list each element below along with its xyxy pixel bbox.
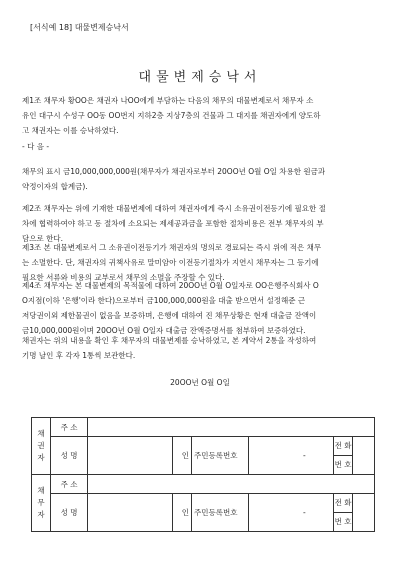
creditor-name-field[interactable] xyxy=(88,437,173,475)
closing-statement xyxy=(22,333,382,363)
da-eum-text: - 다 음 - xyxy=(22,142,50,151)
creditor-phone-label-2 xyxy=(334,456,353,475)
debtor-rrn-label: 주민등록번호 xyxy=(192,494,249,532)
debtor-rrn-field[interactable]: - xyxy=(249,494,334,532)
article-2-line: 제2조 채무자는 위에 기재한 대물변제에 대하여 채권자에게 즉시 소유권이전등기에 필요한 절 xyxy=(22,204,326,213)
phone-label-line: 전 화 xyxy=(334,441,352,450)
article-4-line: 제4조 채무자는 본 대물변제의 목적물에 대하여 20OO년 O월 O일자로 OO은행주식회사 O xyxy=(22,281,319,290)
debtor-name-label: 성 명 xyxy=(51,494,88,532)
article-4-line: 저당권이외 제한물권이 없음을 보증하며, 은행에 대하여 진 채무상황은 현재 대출금 잔액이 xyxy=(22,311,317,320)
debtor-phone-label-2 xyxy=(334,513,353,532)
article-3-line: 필요한 서류와 비용의 교부로서 채무의 소멸을 주장할 수 있다. xyxy=(22,273,225,282)
debtor-phone-label xyxy=(334,494,353,513)
debt-line: 채무의 표시 금10,000,000,000원(채무자가 채권자로부터 20OO년 O월 O일 차용한 원금과 xyxy=(22,167,326,176)
role-char: 권 xyxy=(37,441,45,450)
creditor-rrn-label: 주민등록번호 xyxy=(192,437,249,475)
role-char: 자 xyxy=(37,453,45,462)
role-char: 채 xyxy=(37,429,45,438)
closing-line: 기명 날인 후 각자 1통씩 보관한다. xyxy=(22,351,136,360)
creditor-address-label: 주 소 xyxy=(51,418,88,437)
phone-label-line: 전 화 xyxy=(334,498,352,507)
role-char: 자 xyxy=(37,510,45,519)
article-3-line: 는 소멸한다. 단, 채권자의 귀책사유로 말미암아 이전등기절차가 지연시 채무자는 그 등기에 xyxy=(22,258,319,267)
article-4 xyxy=(22,278,382,338)
creditor-seal-mark: 인 xyxy=(173,437,192,475)
article-4-line: O지점(이하 '은행'이라 한다)으로부터 금100,000,000원을 대출 받으면서 설정해준 근 xyxy=(22,296,306,305)
phone-label-line: 번 호 xyxy=(334,517,352,526)
article-1-line: 제1조 채무자 황OO은 채권자 나OO에게 부담하는 다음의 채무의 대물변제로서 채무자 소 xyxy=(22,96,314,105)
debtor-address-field[interactable] xyxy=(88,475,375,494)
article-4-line: 금10,000,000원이며 20OO년 O월 O일자 대출금 잔액증명서를 첨부하여 보증하였다. xyxy=(22,326,306,335)
article-1-line: 고 채권자는 이를 승낙하였다. xyxy=(22,126,119,135)
debtor-address-label: 주 소 xyxy=(51,475,88,494)
closing-line: 채권자는 위의 내용을 확인 후 채무자의 대물변제를 승낙하였고, 본 계약서 2통을 작성하여 xyxy=(22,336,317,345)
role-char: 채 xyxy=(37,486,45,495)
article-2-line: 담으로 한다. xyxy=(22,234,63,243)
debtor-seal-mark: 인 xyxy=(173,494,192,532)
contract-date: 20OO년 O월 O일 xyxy=(170,378,230,387)
creditor-address-field[interactable] xyxy=(88,418,375,437)
article-2-line: 차에 협력하여야 하고 동 절차에 소요되는 제세공과금을 포함한 절차비용은 전부 채무자의 부 xyxy=(22,219,324,228)
creditor-rrn-field[interactable]: - xyxy=(249,437,334,475)
debtor-phone-field[interactable] xyxy=(353,494,375,532)
debtor-name-field[interactable] xyxy=(88,494,173,532)
debt-line: 약정이자의 합계금). xyxy=(22,182,88,191)
da-eum-heading xyxy=(22,139,382,154)
form-number-label: [서식예 18] 대물변제승낙서 xyxy=(30,23,129,32)
article-1-line: 유인 대구시 수성구 OO동 OO번지 지하2층 지상7층의 건물과 그 대지를 채권자에게 양도하 xyxy=(22,111,321,120)
document-title: 대물변제승낙서 xyxy=(138,70,262,85)
creditor-name-label: 성 명 xyxy=(51,437,88,475)
creditor-role-label xyxy=(32,418,51,475)
role-char: 무 xyxy=(37,498,45,507)
phone-label-line: 번 호 xyxy=(334,460,352,469)
debt-description xyxy=(22,164,382,194)
article-3-line: 제3조 본 대물변제로서 그 소유권이전등기가 채권자의 명의로 경료되는 즉시 위에 적은 채무 xyxy=(22,243,322,252)
debtor-role-label xyxy=(32,475,51,532)
creditor-phone-field[interactable] xyxy=(353,437,375,475)
signature-table xyxy=(31,417,375,532)
article-1 xyxy=(22,93,382,138)
creditor-phone-label xyxy=(334,437,353,456)
